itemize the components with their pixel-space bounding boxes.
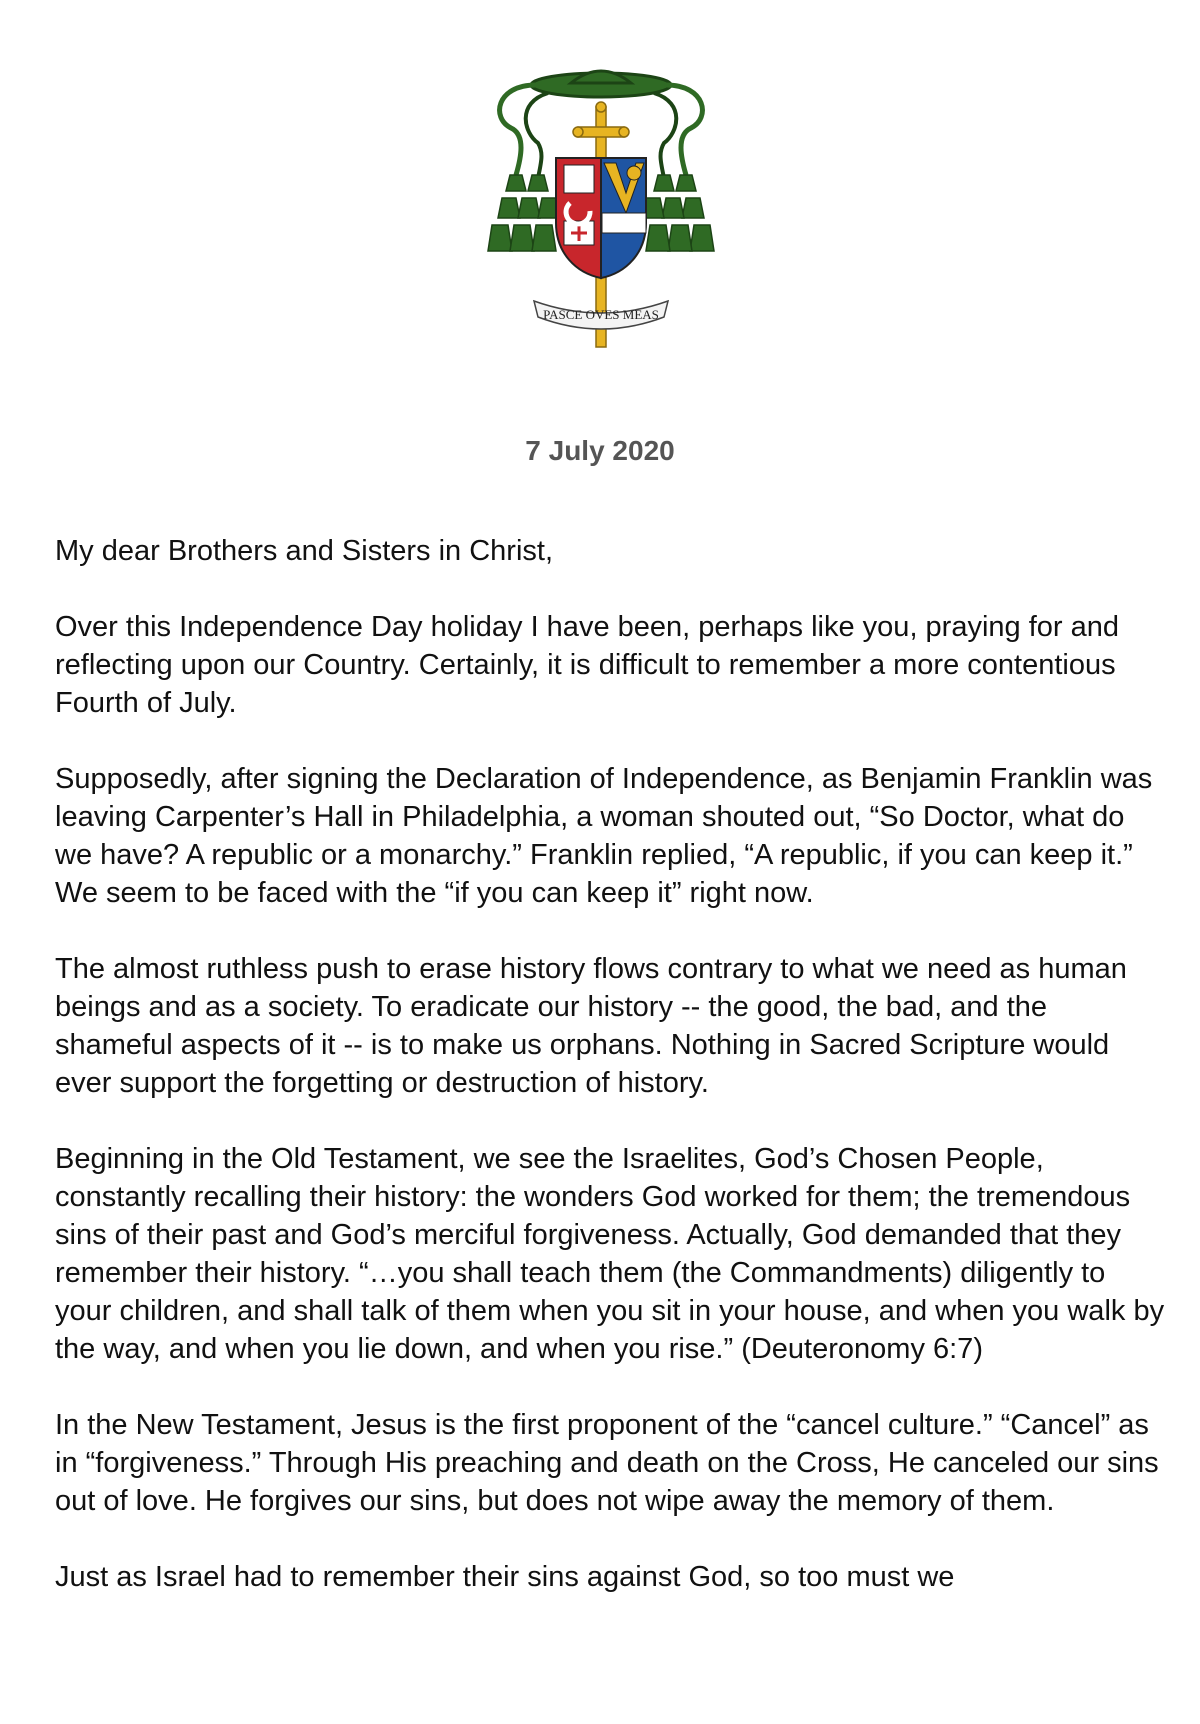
motto-text: PASCE OVES MEAS [543,307,659,322]
letter-body [55,532,1165,1634]
letter-date: 7 July 2020 [525,435,675,466]
paragraph: Beginning in the Old Testament, we see the Israelites, God’s Chosen People, constantly recalling their history: the wonders God worked for them; the tremendous sins of their past and God’s merciful forgiveness. Actually, God demanded that they remember their history. “…you shall teach them (the Commandments) diligently to your children, and shall talk of them when you sit in your house, and when you walk by the way, and when you lie down, and when you rise.” (Deuteronomy 6:7) [55,1143,1165,1365]
right-tassels [642,175,714,251]
shield [556,158,646,278]
paragraph: In the New Testament, Jesus is the first proponent of the “cancel culture.” “Cancel” as in “forgiveness.” Through His preaching and death on the Cross, He canceled our sins out of love. He forgives our sins, but does not wipe away the memory of them. [55,1409,1159,1517]
left-tassels [488,175,560,251]
coat-of-arms-logo [486,63,716,355]
left-cord [500,85,536,175]
paragraph: Just as Israel had to remember their sins against God, so too must we [55,1561,955,1593]
paragraph: The almost ruthless push to erase history flows contrary to what we need as human beings and as a society. To eradicate our history -- the good, the bad, and the shameful aspects of it -- is to make us orphans. Nothing in Sacred Scripture would ever support the forgetting or destruction of history. [55,953,1127,1099]
right-cord [666,85,702,175]
paragraph: Over this Independence Day holiday I have been, perhaps like you, praying for and reflecting upon our Country. Certainly, it is difficult to remember a more contentious Fourth of July. [55,611,1120,719]
paragraph: Supposedly, after signing the Declaration of Independence, as Benjamin Franklin was leaving Carpenter’s Hall in Philadelphia, a woman shouted out, “So Doctor, what do we have? A republic or a monarchy.” Franklin replied, “A republic, if you can keep it.” We seem to be faced with the “if you can keep it” right now. [55,763,1153,909]
salutation: My dear Brothers and Sisters in Christ, [55,535,554,567]
